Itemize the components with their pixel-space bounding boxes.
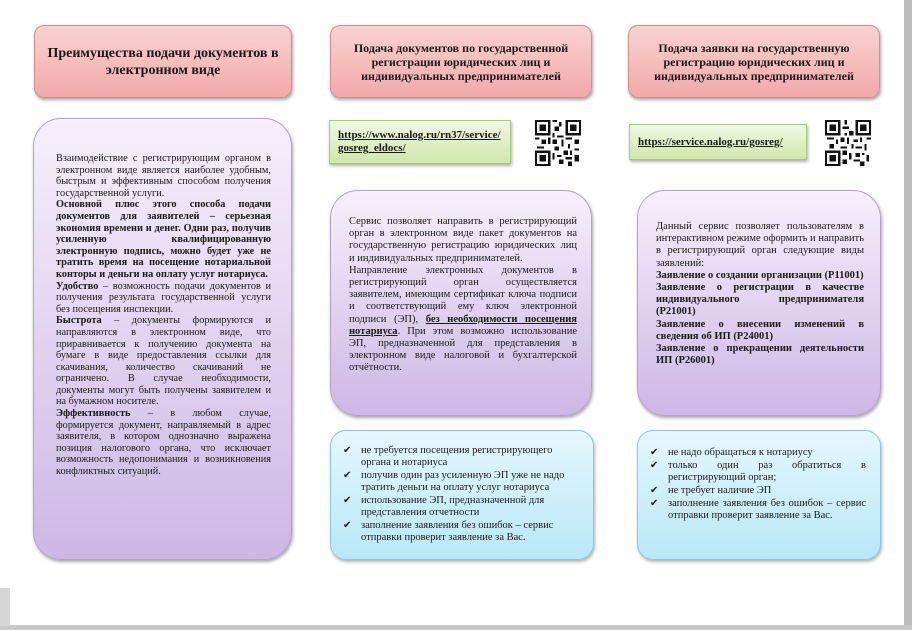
advantages-convenience xyxy=(56,281,271,316)
gosreg-item: Заявление о создании организации (Р11001) xyxy=(656,269,864,281)
service-application-panel xyxy=(637,190,881,416)
service-registration-panel xyxy=(330,190,592,416)
benefits-application-list xyxy=(650,447,866,522)
list-item-text: заполнение заявления без ошибок – сервис отправки проверит заявление за Вас. xyxy=(668,498,866,521)
list-item xyxy=(650,498,866,522)
list-item xyxy=(650,485,866,497)
advantages-main-plus: Основной плюс этого способа подачи документов для заявителей – серьезная экономия времени и денег. Одни раз, получив усиленную квалифицированную электронную подпись, можно будет уже не тратить время на посещение нотариальной конторы и деньги на оплату услуг нотариуса. xyxy=(56,199,271,280)
check-icon: ✔ xyxy=(650,498,659,509)
header-advantages xyxy=(34,25,292,98)
check-icon: ✔ xyxy=(343,445,352,456)
list-item xyxy=(343,495,579,519)
link-service-gosreg-text[interactable]: https://service.nalog.ru/gosreg/ xyxy=(638,135,783,148)
speed-text: – документы формируются и направляются в электронном виде, что приравнивается к получению документа на бумаге в виде предоставления ссылки для скачивания, количество скачиваний не ограничено. В случае необходимости, документы могут быть получены заявителем и на бумажном носителе. xyxy=(56,315,271,408)
page-edge-bottom xyxy=(0,625,912,630)
qr-code-icon xyxy=(825,120,871,166)
gosreg-item: Заявление о прекращении деятельности ИП (Р26001) xyxy=(656,343,864,367)
qr-code-icon xyxy=(535,120,581,166)
service-signature-info xyxy=(349,265,577,375)
link-nalog-rn37[interactable] xyxy=(329,120,511,164)
header-registration-text: Подача документов по государственной регистрации юридических лиц и индивидуальных предпринимателей xyxy=(353,40,569,83)
advantages-speed xyxy=(56,315,271,408)
gosreg-item: Заявление о внесении изменений в сведения об ИП (Р24001) xyxy=(656,318,864,342)
list-item-text: использование ЭП, предназначенной для представления отчетности xyxy=(361,495,545,518)
service-signature-tail: . При этом возможно использование ЭП, предназначенной для представления в электронном виде налоговой и бухгалтерской отчётности. xyxy=(349,325,577,374)
efficiency-text: – в любом случае, формируется документ, направляемый в адрес заявителя, в котором однозначно выражена позиция налогового органа, что исключает возможность недопонимания и возникновения конфликтных ситуаций. xyxy=(56,408,271,478)
gosreg-description: Данный сервис позволяет пользователям в интерактивном режиме оформить и направить в регистрирующий орган следующие виды заявлений: xyxy=(656,221,864,269)
link-service-gosreg[interactable] xyxy=(629,124,807,160)
link-nalog-rn37-text[interactable]: https://www.nalog.ru/rn37/service/gosreg_eldocs/ xyxy=(338,129,501,154)
list-item xyxy=(343,470,579,494)
check-icon: ✔ xyxy=(343,495,352,506)
header-application-text: Подача заявки на государственную регистрацию юридических лиц и индивидуальных предпринимателей xyxy=(654,40,854,83)
header-application xyxy=(628,25,880,98)
list-item xyxy=(650,447,866,459)
list-item-text: не требуется посещения регистрирующего органа и нотариуса xyxy=(361,445,553,468)
efficiency-lead: Эффективность xyxy=(56,408,131,420)
check-icon: ✔ xyxy=(343,520,352,531)
service-signature-text: Направление электронных документов в регистрирующий орган осуществляется заявителем, имеющим сертификат ключа подписи и соответствующий ему ключ электронной подписи (ЭП), xyxy=(349,264,577,325)
advantages-panel xyxy=(33,118,292,560)
list-item-text: не требует наличие ЭП xyxy=(668,485,772,496)
benefits-registration-panel xyxy=(330,430,594,560)
benefits-registration-list xyxy=(343,445,579,544)
page-edge-right xyxy=(904,0,912,630)
list-item xyxy=(343,445,579,469)
list-item-text: не надо обращаться к нотариусу xyxy=(668,447,813,458)
service-no-notary: без необходимости посещения нотариуса xyxy=(349,313,577,337)
advantages-intro: Взаимодействие с регистрирующим органом в электронном виде является наиболее удобным, быстрым и эффективным способом получения государственной услуги. xyxy=(56,153,271,199)
advantages-efficiency xyxy=(56,408,271,478)
convenience-text: – возможность подачи документов и получения результата государственной услуги без посещения инспекции. xyxy=(56,280,271,315)
list-item xyxy=(650,460,866,484)
check-icon: ✔ xyxy=(343,470,352,481)
list-item-text: заполнение заявления без ошибок – сервис отправки проверит заявление за Вас. xyxy=(361,520,554,543)
header-advantages-text: Преимущества подачи документов в электронном виде xyxy=(47,45,279,78)
list-item xyxy=(343,520,579,544)
benefits-application-panel xyxy=(637,430,881,560)
check-icon: ✔ xyxy=(650,447,659,458)
list-item-text: только один раз обратиться в регистрирующий орган; xyxy=(668,460,866,483)
gosreg-item: Заявление о регистрации в качестве индивидуального предпринимателя (Р21001) xyxy=(656,282,864,318)
check-icon: ✔ xyxy=(650,460,659,471)
scroll-corner xyxy=(0,588,10,626)
check-icon: ✔ xyxy=(650,485,659,496)
convenience-lead: Удобство xyxy=(56,280,99,292)
list-item-text: получив один раз усиленную ЭП уже не надо тратить деньги на оплату услуг нотариуса xyxy=(361,470,565,493)
service-description: Сервис позволяет направить в регистрирующий орган в электронном виде пакет документов на государственную регистрацию юридических лиц и индивидуальных предпринимателей. xyxy=(349,216,577,264)
speed-lead: Быстрота xyxy=(56,315,102,327)
header-registration xyxy=(330,25,592,98)
